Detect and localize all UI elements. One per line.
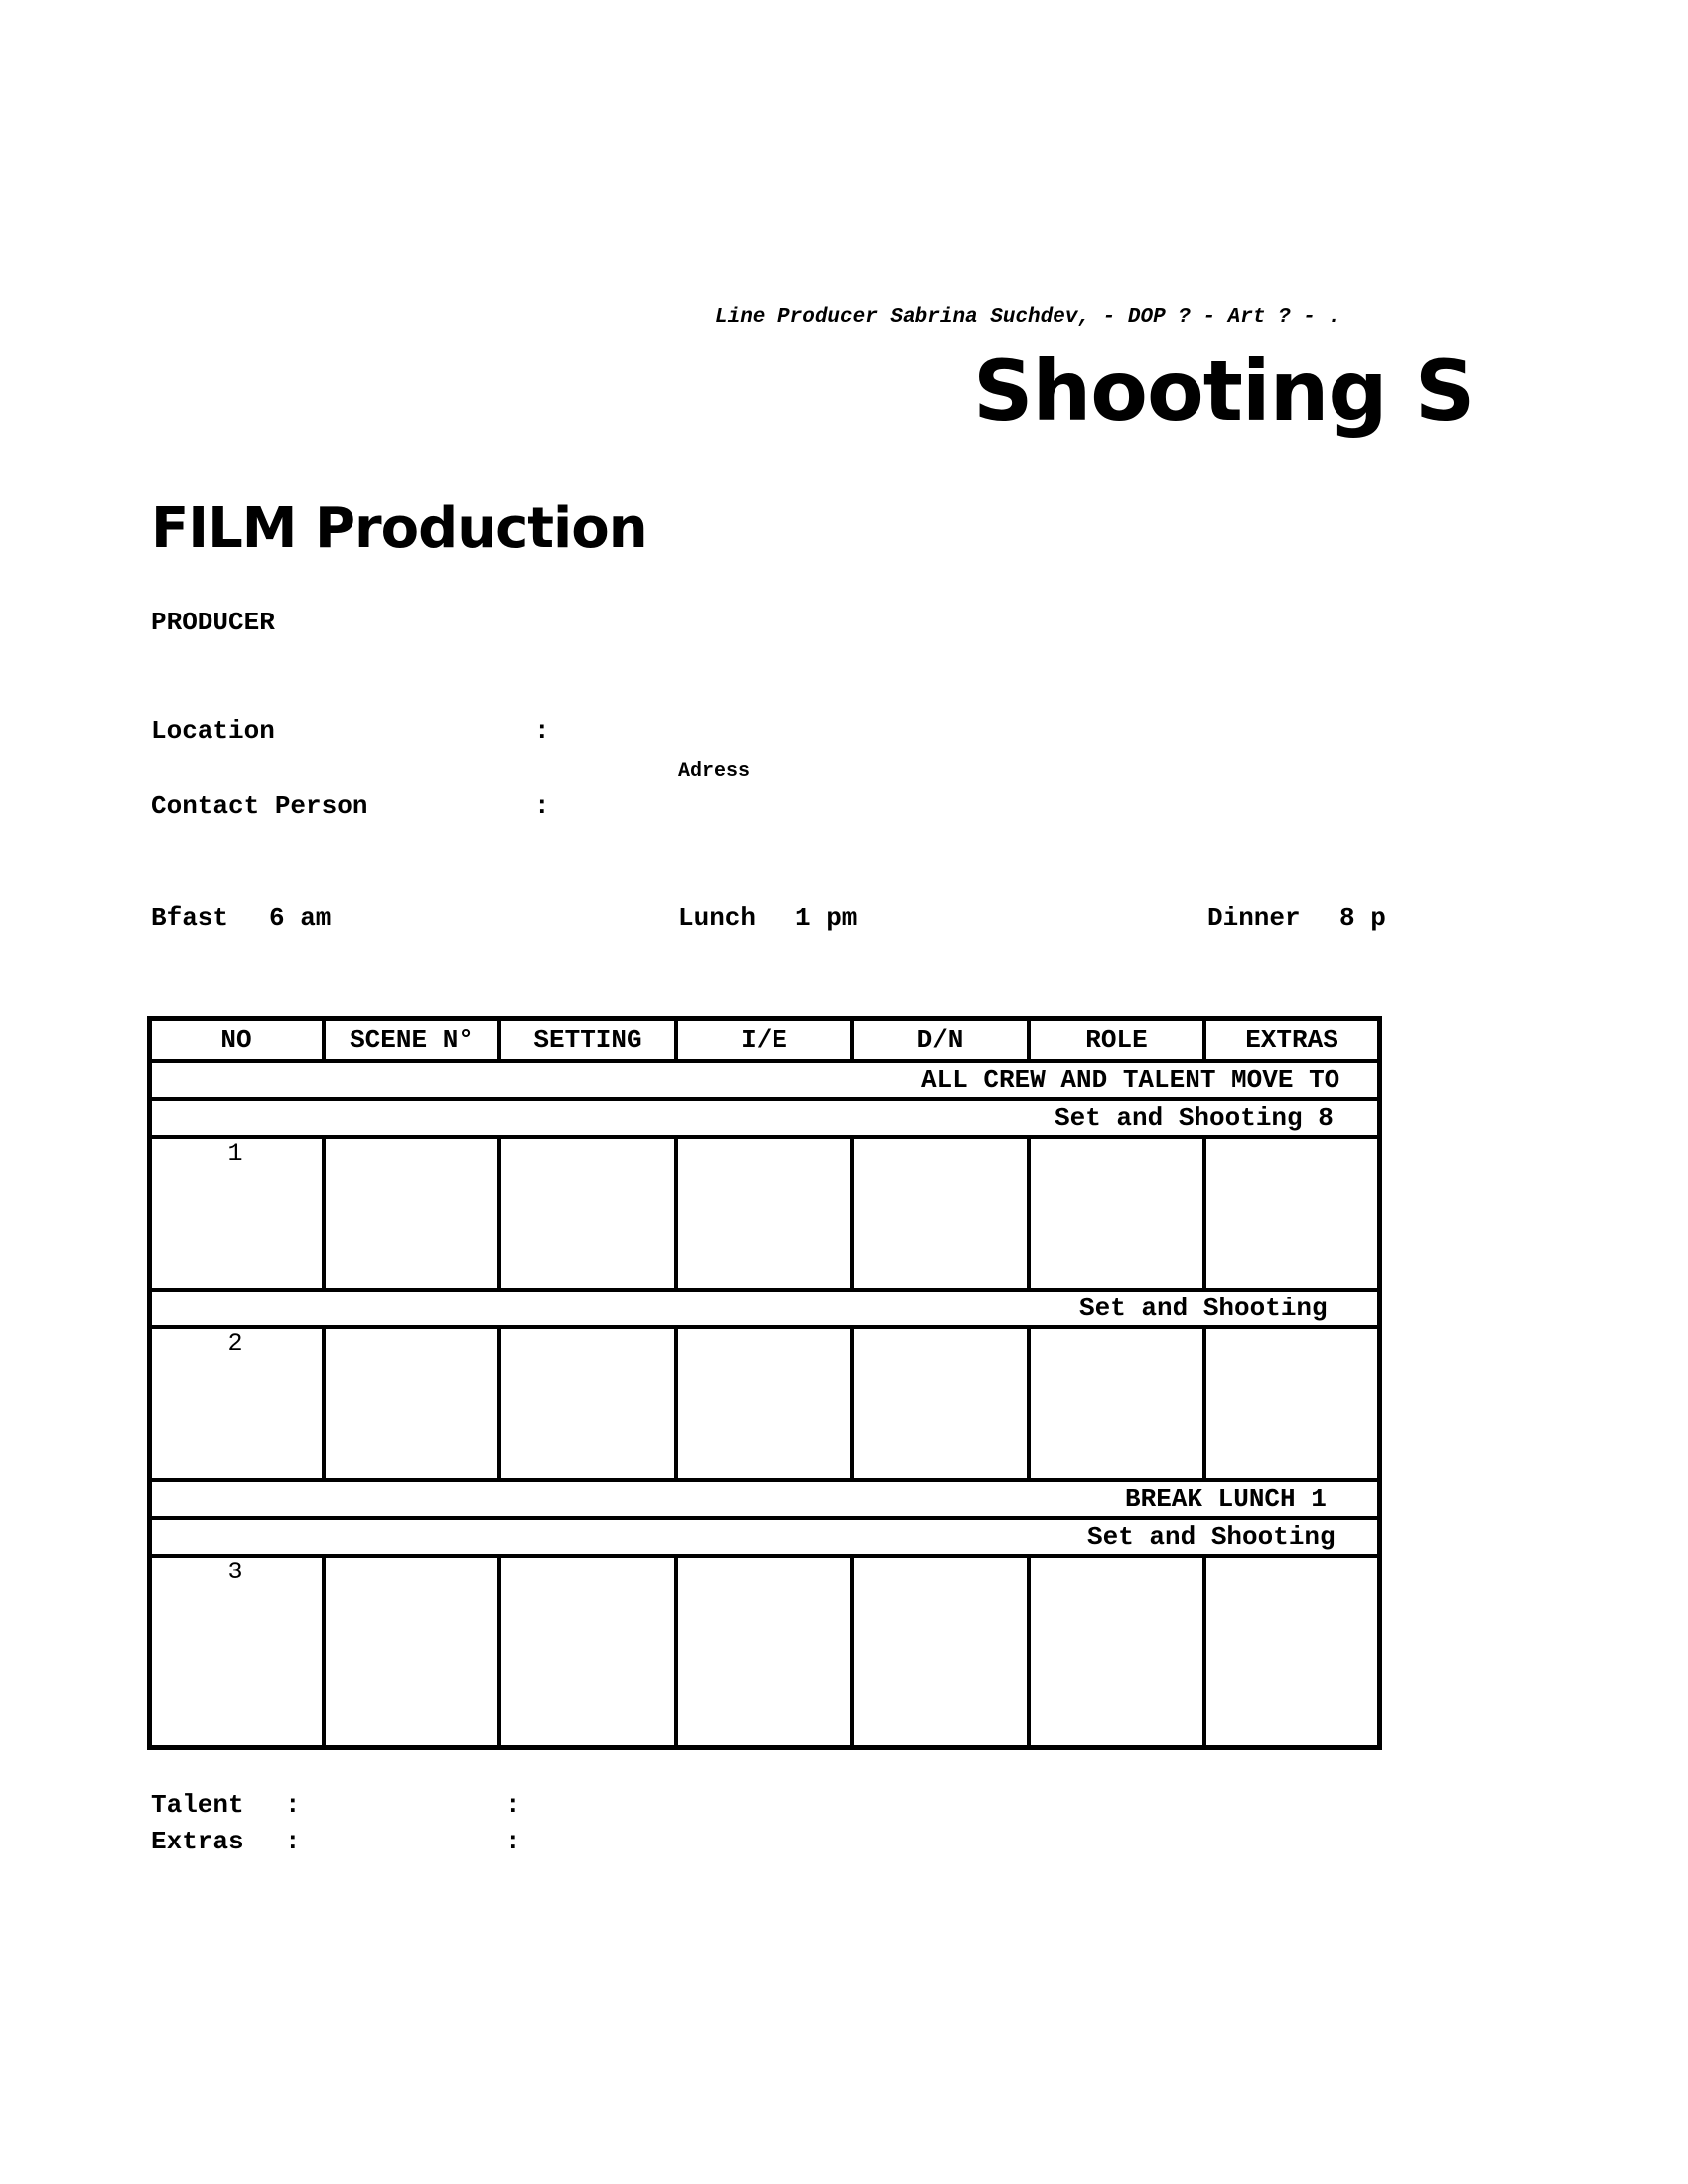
row-number-1: 1 — [227, 1139, 243, 1167]
table-rule — [147, 1554, 1382, 1558]
extras-colon: : — [505, 1827, 521, 1856]
column-header-ie: I/E — [741, 1025, 787, 1055]
location-colon: : — [534, 716, 550, 746]
column-header-dn: D/N — [916, 1025, 964, 1055]
column-separator — [1027, 1135, 1031, 1292]
lunch-time: 1 pm — [795, 903, 858, 933]
contact-person-label: Contact Person — [151, 791, 368, 821]
table-rule — [147, 1135, 1382, 1139]
column-separator — [674, 1554, 678, 1750]
production-title: FILM Production — [151, 496, 647, 561]
address-label: Adress — [678, 760, 751, 783]
breakfast-label: Bfast — [151, 903, 229, 933]
column-header-extras: EXTRAS — [1245, 1025, 1338, 1055]
contact-person-colon: : — [534, 791, 550, 821]
column-separator — [674, 1325, 678, 1482]
talent-colon: : — [505, 1790, 521, 1820]
column-header-no: NO — [220, 1025, 252, 1055]
row-number-2: 2 — [227, 1329, 243, 1358]
dinner-label: Dinner — [1207, 903, 1301, 933]
set-shooting-band-1: Set and Shooting 8 — [1055, 1103, 1334, 1133]
column-header-role: ROLE — [1085, 1025, 1148, 1055]
table-rule — [147, 1059, 1382, 1063]
schedule-table — [147, 1016, 1382, 1750]
table-rule — [147, 1478, 1382, 1482]
breakfast-time: 6 am — [269, 903, 332, 933]
lunch-break-band: BREAK LUNCH 1 — [1125, 1484, 1327, 1514]
table-rule — [147, 1016, 1382, 1021]
column-separator — [850, 1135, 854, 1292]
extras-label: Extras — [151, 1827, 244, 1856]
table-border-left — [147, 1016, 152, 1750]
talent-colon: : — [285, 1790, 301, 1820]
column-separator — [497, 1325, 501, 1482]
crew-credits: Line Producer Sabrina Suchdev, - DOP ? - Art ? - . — [715, 306, 1341, 329]
table-rule — [147, 1745, 1382, 1750]
table-rule — [147, 1097, 1382, 1101]
extras-colon: : — [285, 1827, 301, 1856]
crew-move-band: ALL CREW AND TALENT MOVE TO — [921, 1065, 1340, 1095]
column-separator — [850, 1554, 854, 1750]
column-header-scene: SCENE N° — [350, 1025, 474, 1055]
set-shooting-band-3: Set and Shooting — [1087, 1522, 1336, 1552]
table-rule — [147, 1325, 1382, 1329]
dinner-time: 8 p — [1339, 903, 1386, 933]
producer-label: PRODUCER — [151, 608, 275, 637]
talent-label: Talent — [151, 1790, 244, 1820]
column-separator — [1027, 1554, 1031, 1750]
column-separator — [497, 1554, 501, 1750]
location-label: Location — [151, 716, 275, 746]
table-rule — [147, 1516, 1382, 1520]
set-shooting-band-2: Set and Shooting — [1079, 1294, 1328, 1323]
row-number-3: 3 — [227, 1558, 243, 1586]
table-border-right — [1377, 1016, 1382, 1750]
column-separator — [674, 1135, 678, 1292]
column-separator — [1202, 1135, 1206, 1292]
table-rule — [147, 1288, 1382, 1292]
page-title: Shooting S — [973, 342, 1475, 440]
column-separator — [1027, 1325, 1031, 1482]
lunch-label: Lunch — [678, 903, 757, 933]
column-separator — [1202, 1554, 1206, 1750]
column-separator — [1202, 1325, 1206, 1482]
column-separator — [850, 1325, 854, 1482]
column-separator — [497, 1135, 501, 1292]
column-header-setting: SETTING — [533, 1025, 642, 1055]
